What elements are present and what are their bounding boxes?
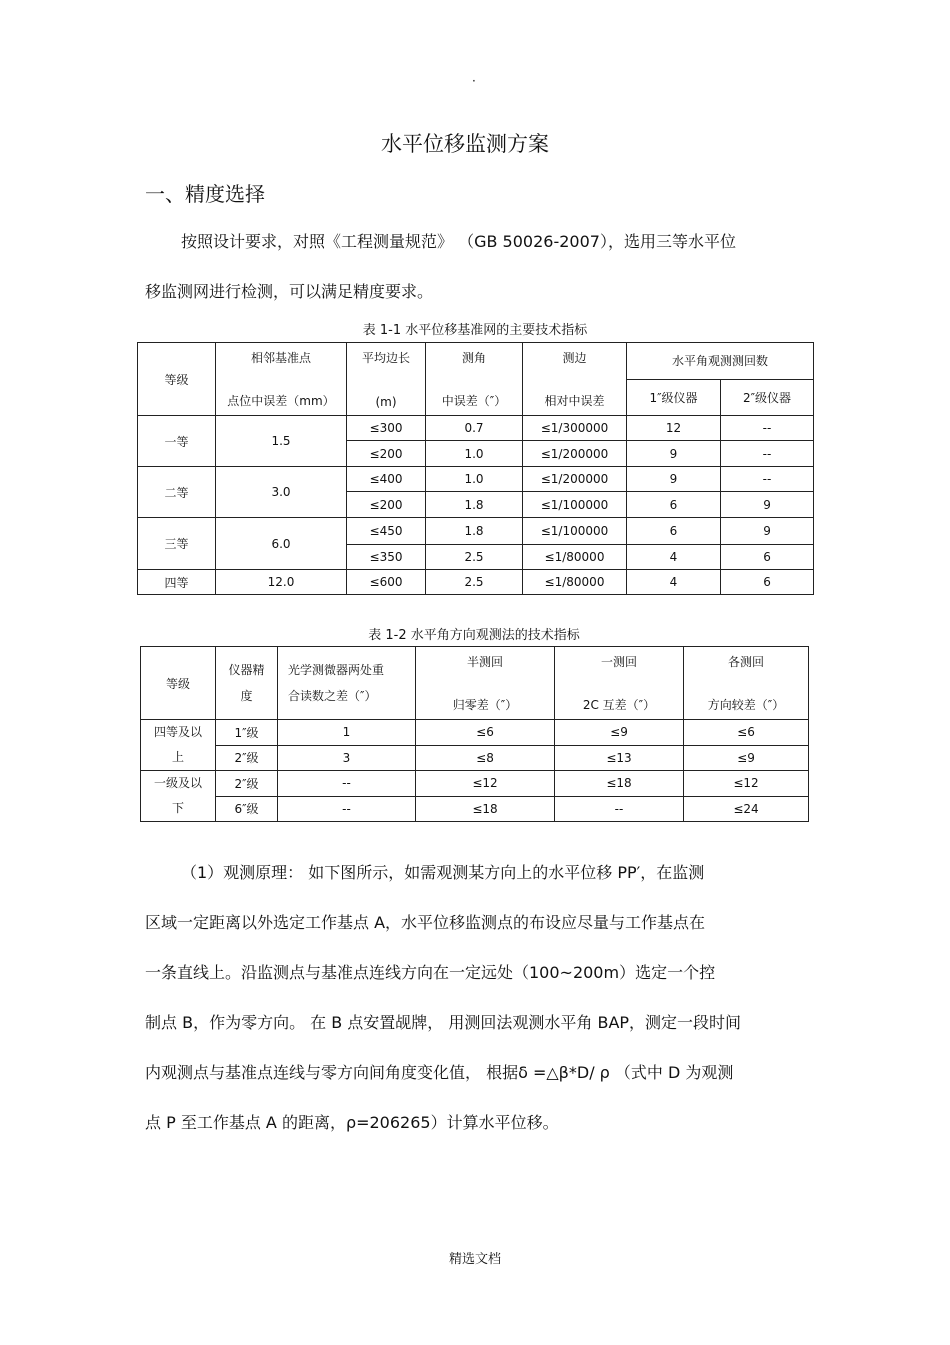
table2 xyxy=(140,646,809,822)
t1-rounds-inst1: 6 xyxy=(627,518,721,545)
t1-edge: ≤1/300000 xyxy=(523,416,627,441)
t1-edge: ≤1/100000 xyxy=(523,492,627,518)
principle-paragraph xyxy=(145,848,815,1148)
t1-angle: 1.8 xyxy=(426,492,523,518)
t2-half: ≤6 xyxy=(416,720,555,746)
t1-side: ≤300 xyxy=(347,416,426,441)
t1-header-inst1: 1″级仪器 xyxy=(627,379,721,416)
t2-optic: 3 xyxy=(278,745,416,771)
intro-line-1: 按照设计要求，对照《工程测量规范》 （GB 50026-2007），选用三等水平位 xyxy=(181,232,736,251)
t1-angle: 0.7 xyxy=(426,416,523,441)
t1-grade: 四等 xyxy=(138,570,216,595)
t2-one: ≤18 xyxy=(555,771,684,797)
principle-line-3: 一条直线上。沿监测点与基准点连线方向在一定远处（100~200m）选定一个控 xyxy=(145,963,716,982)
t2-optic: 1 xyxy=(278,720,416,746)
t2-inst: 1″级 xyxy=(216,720,278,746)
t1-edge: ≤1/80000 xyxy=(523,545,627,570)
page-title: 水平位移监测方案 xyxy=(381,132,549,156)
section-heading: 一、精度选择 xyxy=(145,182,265,206)
t1-side: ≤600 xyxy=(347,570,426,595)
principle-line-5: 内观测点与基准点连线与零方向间角度变化值， 根据δ =△β*D/ ρ （式中 D 为观测 xyxy=(145,1063,734,1082)
t1-edge: ≤1/200000 xyxy=(523,441,627,467)
t1-side: ≤200 xyxy=(347,441,426,467)
t2-header-one: 一测回 2C 互差（″） xyxy=(555,647,684,720)
t2-header-grade: 等级 xyxy=(141,647,216,720)
principle-line-2: 区域一定距离以外选定工作基点 A，水平位移监测点的布设应尽量与工作基点在 xyxy=(145,913,706,932)
t2-optic: -- xyxy=(278,796,416,822)
table-row xyxy=(138,416,814,441)
t1-rounds-inst1: 9 xyxy=(627,441,721,467)
t1-rounds-inst2: 9 xyxy=(721,492,814,518)
principle-line-4: 制点 B，作为零方向。 在 B 点安置觇牌， 用测回法观测水平角 BAP，测定一段时间 xyxy=(145,1013,742,1032)
t2-grade: 四等及以 上 xyxy=(141,720,216,771)
t1-rounds-inst2: -- xyxy=(721,467,814,492)
t1-rounds-inst2: 6 xyxy=(721,545,814,570)
t2-half: ≤12 xyxy=(416,771,555,797)
t1-edge: ≤1/200000 xyxy=(523,467,627,492)
t2-inst: 2″级 xyxy=(216,745,278,771)
table-row xyxy=(141,796,809,822)
t1-angle: 1.8 xyxy=(426,518,523,545)
t1-side: ≤200 xyxy=(347,492,426,518)
t2-each: ≤9 xyxy=(684,745,809,771)
table2-caption: 表 1-2 水平角方向观测法的技术指标 xyxy=(368,628,580,643)
t2-inst: 6″级 xyxy=(216,796,278,822)
t2-grade: 一级及以 下 xyxy=(141,771,216,822)
table-row xyxy=(141,771,809,797)
intro-line-2: 移监测网进行检测，可以满足精度要求。 xyxy=(145,282,434,301)
t2-one: ≤13 xyxy=(555,745,684,771)
t1-side: ≤350 xyxy=(347,545,426,570)
t2-header-optic: 光学测微器两处重 合读数之差（″） xyxy=(278,647,416,720)
t2-header-each: 各测回 方向较差（″） xyxy=(684,647,809,720)
t1-rounds-inst1: 6 xyxy=(627,492,721,518)
table-row xyxy=(141,720,809,746)
t2-half: ≤18 xyxy=(416,796,555,822)
t1-rounds-inst1: 12 xyxy=(627,416,721,441)
t1-header-point-error: 相邻基准点 点位中误差（mm） xyxy=(216,343,347,416)
t1-rounds-inst2: 6 xyxy=(721,570,814,595)
t1-point-error: 6.0 xyxy=(216,518,347,570)
t1-edge: ≤1/80000 xyxy=(523,570,627,595)
t1-header-angle: 测角 中误差（″） xyxy=(426,343,523,416)
t2-inst: 2″级 xyxy=(216,771,278,797)
table1 xyxy=(137,342,814,595)
t1-rounds-inst1: 9 xyxy=(627,467,721,492)
t2-one: -- xyxy=(555,796,684,822)
t1-angle: 2.5 xyxy=(426,545,523,570)
t1-rounds-inst1: 4 xyxy=(627,570,721,595)
t1-angle: 1.0 xyxy=(426,441,523,467)
page-footer: 精选文档 xyxy=(448,1252,501,1267)
t1-rounds-inst2: -- xyxy=(721,441,814,467)
table-row xyxy=(141,745,809,771)
t1-header-inst2: 2″级仪器 xyxy=(721,379,814,416)
t1-point-error: 3.0 xyxy=(216,467,347,518)
table-row xyxy=(138,570,814,595)
t2-half: ≤8 xyxy=(416,745,555,771)
t2-each: ≤24 xyxy=(684,796,809,822)
t1-header-side: 平均边长 (m) xyxy=(347,343,426,416)
principle-line-1: （1）观测原理： 如下图所示，如需观测某方向上的水平位移 PP′，在监测 xyxy=(181,863,705,882)
t1-point-error: 1.5 xyxy=(216,416,347,467)
t1-edge: ≤1/100000 xyxy=(523,518,627,545)
t1-rounds-inst2: 9 xyxy=(721,518,814,545)
table1-caption: 表 1-1 水平位移基准网的主要技术指标 xyxy=(362,323,588,338)
t1-point-error: 12.0 xyxy=(216,570,347,595)
table-row xyxy=(138,518,814,545)
t1-grade: 二等 xyxy=(138,467,216,518)
t1-side: ≤400 xyxy=(347,467,426,492)
t2-one: ≤9 xyxy=(555,720,684,746)
t1-angle: 2.5 xyxy=(426,570,523,595)
t1-rounds-inst1: 4 xyxy=(627,545,721,570)
top-mark: · xyxy=(472,74,476,88)
table-row xyxy=(138,467,814,492)
t2-optic: -- xyxy=(278,771,416,797)
t1-grade: 一等 xyxy=(138,416,216,467)
t2-header-inst: 仪器精 度 xyxy=(216,647,278,720)
t2-each: ≤12 xyxy=(684,771,809,797)
t1-header-grade: 等级 xyxy=(138,343,216,416)
t1-angle: 1.0 xyxy=(426,467,523,492)
t1-rounds-inst2: -- xyxy=(721,416,814,441)
t1-header-edge: 测边 相对中误差 xyxy=(523,343,627,416)
t1-side: ≤450 xyxy=(347,518,426,545)
t1-grade: 三等 xyxy=(138,518,216,570)
t1-header-rounds: 水平角观测测回数 xyxy=(627,343,814,380)
t2-each: ≤6 xyxy=(684,720,809,746)
principle-line-6: 点 P 至工作基点 A 的距离，ρ=206265）计算水平位移。 xyxy=(145,1113,559,1132)
intro-paragraph xyxy=(145,217,815,317)
t2-header-half: 半测回 归零差（″） xyxy=(416,647,555,720)
